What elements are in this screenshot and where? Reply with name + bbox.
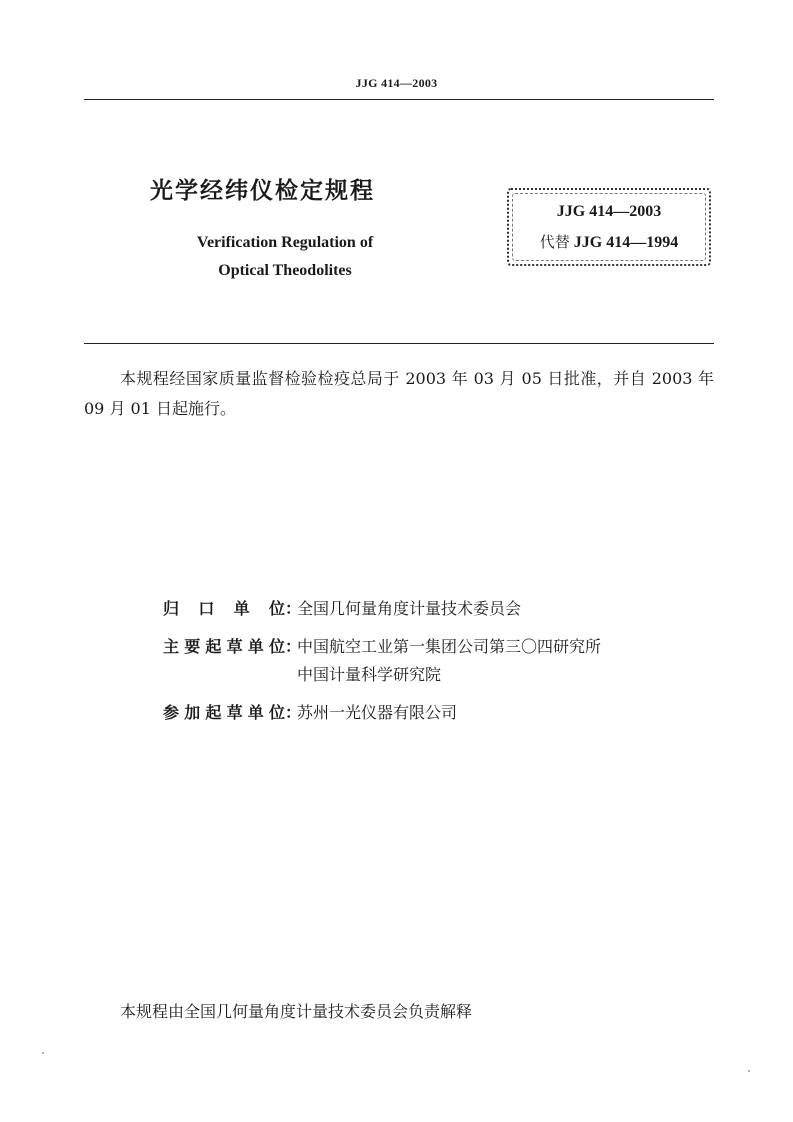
participating-org-value: 苏州一光仪器有限公司 — [297, 703, 458, 722]
title-english-line1: Verification Regulation of — [196, 234, 374, 251]
participating-org-label: 参加起草单位 — [163, 703, 285, 722]
interpretation-note: 本规程由全国几何量角度计量技术委员会负责解释 — [120, 1002, 473, 1021]
header-standard-code: JJG 414—2003 — [355, 76, 438, 90]
top-divider — [84, 99, 714, 100]
standard-code-box — [507, 188, 711, 266]
participating-org-row — [163, 700, 457, 723]
colon: ： — [285, 637, 302, 656]
scan-speck — [748, 1070, 750, 1072]
standard-code: JJG 414—2003 — [556, 203, 662, 220]
scan-speck — [42, 1052, 44, 1054]
replaces-line — [509, 231, 709, 252]
main-drafting-org-value-1: 中国航空工业第一集团公司第三〇四研究所 — [297, 637, 602, 656]
replaces-code: JJG 414—1994 — [573, 234, 679, 251]
responsible-org-value: 全国几何量角度计量技术委员会 — [297, 599, 522, 618]
replaces-label: 代替 — [539, 233, 570, 251]
title-english-line2: Optical Theodolites — [218, 262, 352, 279]
colon: ： — [285, 599, 302, 618]
middle-divider — [84, 343, 714, 344]
main-drafting-org-value-2: 中国计量科学研究院 — [297, 665, 442, 684]
responsible-org-row — [163, 596, 521, 619]
main-drafting-org-label: 主要起草单位 — [163, 637, 285, 656]
main-drafting-org-row — [163, 634, 601, 657]
title-chinese: 光学经纬仪检定规程 — [150, 178, 375, 204]
responsible-org-label: 归口单位 — [163, 599, 285, 618]
colon: ： — [285, 703, 302, 722]
approval-paragraph: 本规程经国家质量监督检验检疫总局于 2003 年 03 月 05 日批准，并自 2003 年 09 月 01 日起施行。 — [84, 369, 714, 418]
